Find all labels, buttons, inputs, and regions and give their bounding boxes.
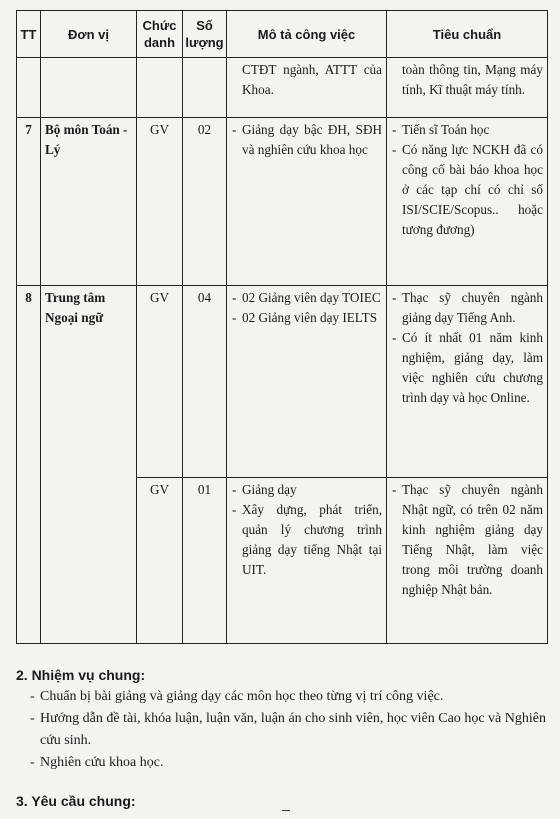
criteria-list bbox=[391, 288, 543, 408]
cell-quantity bbox=[183, 58, 227, 118]
table-header-row bbox=[17, 11, 548, 58]
section-heading: 3. Yêu cầu chung: bbox=[16, 793, 136, 809]
job-title: GV bbox=[137, 478, 183, 644]
duties-list bbox=[16, 686, 546, 774]
section-general-requirements bbox=[16, 790, 546, 812]
unit-name: Bộ môn Toán - Lý bbox=[41, 118, 137, 286]
list-item: - Tiến sĩ Toán học bbox=[391, 120, 543, 140]
list-item: - Nghiên cứu khoa học. bbox=[16, 752, 546, 774]
row-number: 7 bbox=[17, 118, 41, 286]
table-row bbox=[17, 286, 548, 478]
description-list bbox=[231, 120, 382, 160]
cell-title bbox=[137, 58, 183, 118]
job-description bbox=[227, 478, 387, 644]
job-quantity: 02 bbox=[183, 118, 227, 286]
header-title: Chức danh bbox=[137, 11, 183, 58]
table-row-continued bbox=[17, 58, 548, 118]
unit-name: Trung tâm Ngoại ngữ bbox=[41, 286, 137, 644]
header-criteria: Tiêu chuẩn bbox=[387, 11, 548, 58]
job-description bbox=[227, 286, 387, 478]
list-item: - 02 Giảng viên dạy IELTS bbox=[231, 308, 382, 328]
section-heading: 2. Nhiệm vụ chung: bbox=[16, 667, 146, 683]
list-item: - Xây dựng, phát triển, quản lý chương trình giảng dạy tiếng Nhật tại UIT. bbox=[231, 500, 382, 580]
list-item: - Hướng dẫn đề tài, khóa luận, luận văn, luận án cho sinh viên, học viên Cao học và Nghiên cứu sinh. bbox=[16, 708, 546, 752]
description-text: CTĐT ngành, ATTT của Khoa. bbox=[242, 62, 382, 97]
list-item: - Thạc sỹ chuyên ngành Nhật ngữ, có trên 02 năm kinh nghiệm giảng dạy Tiếng Nhật, làm việc trong môi trường doanh nghiệp Nhật bản. bbox=[391, 480, 543, 600]
section-general-duties bbox=[16, 664, 546, 774]
list-item: - Có năng lực NCKH đã có công cố bài báo khoa học ở các tạp chí có chỉ số ISI/SCIE/Scopus.. hoặc tương đương) bbox=[391, 140, 543, 240]
list-item: - Chuẩn bị bài giảng và giảng dạy các môn học theo từng vị trí công việc. bbox=[16, 686, 546, 708]
job-criteria bbox=[387, 478, 548, 644]
description-list bbox=[231, 480, 382, 580]
page-edge-mark bbox=[282, 810, 290, 811]
header-quantity: Số lượng bbox=[183, 11, 227, 58]
job-criteria bbox=[387, 286, 548, 478]
header-description: Mô tả công việc bbox=[227, 11, 387, 58]
job-title: GV bbox=[137, 118, 183, 286]
list-item: - Có ít nhất 01 năm kinh nghiệm, giảng dạy, làm việc nghiên cứu chương trình dạy và học Online. bbox=[391, 328, 543, 408]
list-item: - 02 Giảng viên dạy TOIEC bbox=[231, 288, 382, 308]
criteria-list bbox=[391, 120, 543, 240]
cell-criteria bbox=[387, 58, 548, 118]
job-title: GV bbox=[137, 286, 183, 478]
cell-description bbox=[227, 58, 387, 118]
cell-tt bbox=[17, 58, 41, 118]
table-row bbox=[17, 118, 548, 286]
job-table bbox=[16, 10, 548, 644]
criteria-list bbox=[391, 480, 543, 600]
job-criteria bbox=[387, 118, 548, 286]
row-number: 8 bbox=[17, 286, 41, 644]
cell-unit bbox=[41, 58, 137, 118]
header-tt: TT bbox=[17, 11, 41, 58]
description-list bbox=[231, 288, 382, 328]
list-item: - Thạc sỹ chuyên ngành giảng dạy Tiếng Anh. bbox=[391, 288, 543, 328]
header-unit: Đơn vị bbox=[41, 11, 137, 58]
job-quantity: 04 bbox=[183, 286, 227, 478]
job-description bbox=[227, 118, 387, 286]
criteria-text: toàn thông tin, Mạng máy tính, Kĩ thuật máy tính. bbox=[402, 62, 543, 97]
job-quantity: 01 bbox=[183, 478, 227, 644]
list-item: - Giảng dạy bbox=[231, 480, 382, 500]
list-item: - Giảng dạy bậc ĐH, SĐH và nghiên cứu khoa học bbox=[231, 120, 382, 160]
